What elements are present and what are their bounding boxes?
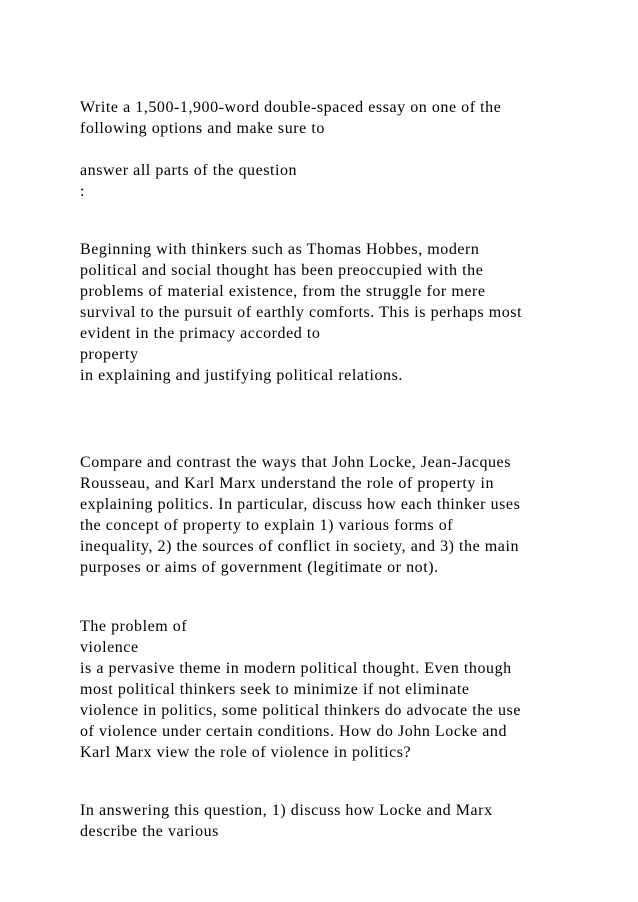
text-line: following options and make sure to	[80, 120, 325, 137]
text-line: problems of material existence, from the struggle for mere	[80, 283, 486, 300]
text-line: survival to the pursuit of earthly comforts. This is perhaps most	[80, 304, 523, 321]
text-line: most political thinkers seek to minimize if not eliminate	[80, 681, 470, 698]
text-line: evident in the primacy accorded to	[80, 325, 321, 342]
text-line: Rousseau, and Karl Marx understand the role of property in	[80, 475, 495, 492]
text-line: in explaining and justifying political relations.	[80, 367, 403, 384]
text-line: of violence under certain conditions. How do John Locke and	[80, 723, 508, 740]
text-line: The problem of	[80, 618, 188, 635]
text-line: purposes or aims of government (legitimate or not).	[80, 559, 439, 576]
text-line: violence in politics, some political thinkers do advocate the use	[80, 702, 521, 719]
text-line: describe the various	[80, 823, 219, 840]
text-line: violence	[80, 639, 139, 656]
text-line: inequality, 2) the sources of conflict in society, and 3) the main	[80, 538, 519, 555]
text-line: Compare and contrast the ways that John Locke, Jean-Jacques	[80, 454, 511, 471]
text-line: answer all parts of the question	[80, 162, 298, 179]
text-line: Beginning with thinkers such as Thomas Hobbes, modern	[80, 241, 480, 258]
text-line: is a pervasive theme in modern political thought. Even though	[80, 660, 512, 677]
text-line: :	[80, 183, 85, 200]
text-line: property	[80, 346, 139, 363]
text-line: Karl Marx view the role of violence in politics?	[80, 744, 412, 761]
text-line: the concept of property to explain 1) various forms of	[80, 517, 454, 534]
text-line: explaining politics. In particular, discuss how each thinker uses	[80, 496, 521, 513]
text-line: political and social thought has been preoccupied with the	[80, 262, 484, 279]
text-line: In answering this question, 1) discuss how Locke and Marx	[80, 802, 493, 819]
text-line: Write a 1,500-1,900-word double-spaced essay on one of the	[80, 99, 502, 116]
